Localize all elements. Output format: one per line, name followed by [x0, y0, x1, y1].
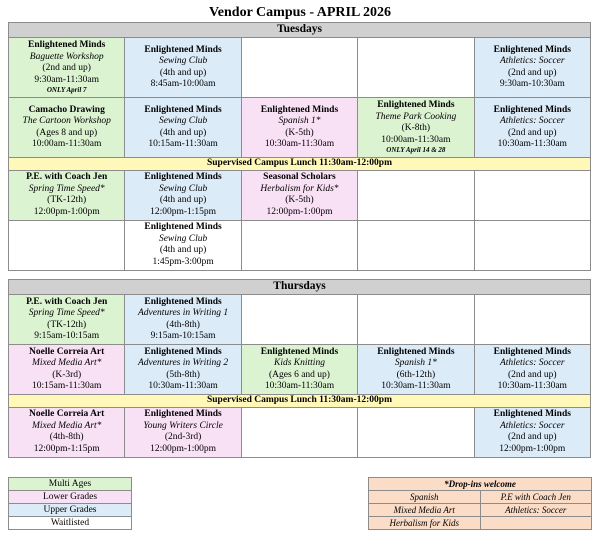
vendor-name: Noelle Correia Art [29, 346, 105, 357]
class-cell[interactable] [474, 407, 590, 457]
class-cell[interactable] [358, 98, 474, 158]
class-time: 10:15am-11:30am [32, 381, 102, 391]
thursday-row-2 [9, 345, 591, 395]
class-title: Baguette Workshop [29, 51, 104, 62]
class-title: Athletics: Soccer [499, 56, 565, 66]
dropin-item [480, 517, 592, 530]
class-cell[interactable] [474, 98, 590, 158]
tuesday-schedule-table [8, 22, 591, 271]
class-time: 10:15am-11:30am [148, 139, 218, 149]
class-ages: (5th-8th) [166, 369, 200, 380]
vendor-name: Enlightened Minds [493, 346, 571, 357]
class-time: 10:30am-11:30am [497, 381, 567, 391]
class-cell[interactable] [358, 345, 474, 395]
class-title: Athletics: Soccer [499, 420, 565, 431]
class-time: 12:00pm-1:00pm [499, 443, 566, 454]
empty-cell [358, 38, 474, 98]
class-cell[interactable] [125, 170, 241, 220]
vendor-name: Seasonal Scholars [263, 172, 336, 182]
class-ages: (4th and up) [159, 195, 207, 205]
class-title: Kids Knitting [274, 358, 325, 368]
legend-waitlisted: Waitlisted [9, 517, 132, 530]
class-time: 9:30am-10:30am [499, 79, 565, 89]
class-time: 1:45pm-3:00pm [152, 256, 214, 267]
class-ages: (TK-12th) [47, 195, 87, 205]
class-cell[interactable] [9, 38, 125, 98]
empty-cell [9, 220, 125, 270]
class-cell[interactable] [125, 220, 241, 270]
class-time: 9:15am-10:15am [150, 331, 216, 341]
vendor-name: Noelle Correia Art [29, 409, 105, 419]
vendor-name: Enlightened Minds [144, 172, 222, 182]
thursday-row-1 [9, 295, 591, 345]
empty-cell [358, 295, 474, 345]
page-title: Vendor Campus - APRIL 2026 [208, 5, 392, 20]
vendor-name: Enlightened Minds [493, 104, 571, 115]
class-title: Adventures in Writing 1 [138, 308, 229, 318]
empty-cell [474, 220, 590, 270]
class-cell[interactable] [241, 345, 357, 395]
class-title: Spanish 1* [394, 358, 437, 368]
class-time: 12:00pm-1:15pm [33, 443, 100, 454]
class-time: 9:15am-10:15am [34, 331, 100, 341]
class-ages: (4th-8th) [49, 432, 84, 442]
vendor-name: Enlightened Minds [28, 40, 106, 50]
class-ages: (2nd and up) [42, 63, 91, 73]
vendor-name: Enlightened Minds [144, 409, 222, 419]
empty-cell [474, 295, 590, 345]
vendor-name: Enlightened Minds [377, 346, 455, 357]
class-time: 12:00pm-1:15pm [150, 206, 217, 217]
class-time: 10:00am-11:30am [381, 134, 451, 145]
class-cell[interactable] [241, 98, 357, 158]
class-title: Adventures in Writing 2 [138, 358, 229, 368]
class-title: Spring Time Speed* [28, 183, 105, 194]
class-ages: (2nd and up) [508, 67, 557, 78]
class-title: Mixed Media Art* [31, 358, 102, 368]
class-time: 10:30am-11:30am [264, 139, 335, 149]
class-cell[interactable] [474, 345, 590, 395]
class-cell[interactable] [9, 407, 125, 457]
lunch-banner: Supervised Campus Lunch 11:30am-12:00pm [9, 395, 591, 408]
empty-cell [241, 407, 357, 457]
class-ages: (2nd-3rd) [164, 432, 202, 442]
class-ages: (4th and up) [159, 67, 207, 78]
legend-upper-grades: Upper Grades [9, 504, 132, 517]
class-cell[interactable] [9, 345, 125, 395]
empty-cell [241, 220, 357, 270]
class-ages: (K-5th) [285, 195, 314, 205]
lunch-banner: Supervised Campus Lunch 11:30am-12:00pm [9, 158, 591, 171]
class-title: Athletics: Soccer [499, 116, 565, 126]
vendor-name: Enlightened Minds [144, 346, 222, 357]
class-ages: (K-3rd) [52, 369, 82, 380]
class-cell[interactable] [474, 38, 590, 98]
class-title: Sewing Club [158, 183, 208, 194]
class-title: The Cartoon Workshop [22, 116, 111, 126]
empty-cell [358, 220, 474, 270]
class-time: 12:00pm-1:00pm [33, 206, 100, 217]
class-time: 10:30am-11:30am [497, 139, 567, 149]
date-note: ONLY April 7 [46, 86, 87, 94]
class-title: Spring Time Speed* [28, 308, 105, 318]
class-ages: (6th-12th) [396, 369, 436, 380]
dropins-table [368, 477, 592, 530]
class-title: Sewing Club [158, 56, 208, 66]
vendor-name: Enlightened Minds [493, 409, 571, 419]
class-time: 10:30am-11:30am [264, 381, 335, 391]
empty-cell [358, 407, 474, 457]
vendor-name: Enlightened Minds [377, 100, 455, 110]
class-ages: (4th and up) [159, 127, 207, 138]
vendor-name: Enlightened Minds [260, 104, 339, 115]
class-title: Mixed Media Art* [31, 420, 102, 431]
class-time: 9:30am-11:30am [34, 74, 99, 85]
vendor-name: Enlightened Minds [144, 104, 222, 115]
legend-lower-grades: Lower Grades [9, 491, 132, 504]
class-cell[interactable] [9, 170, 125, 220]
vendor-name: Enlightened Minds [144, 44, 222, 55]
class-title: Spanish 1* [278, 116, 321, 126]
class-time: 10:00am-11:30am [32, 139, 102, 149]
class-time: 12:00pm-1:00pm [150, 443, 217, 454]
class-cell[interactable] [241, 170, 357, 220]
class-ages: (4th and up) [159, 245, 207, 255]
class-title: Theme Park Cooking [375, 111, 457, 122]
class-ages: (Ages 6 and up) [269, 369, 330, 380]
class-cell[interactable] [9, 98, 125, 158]
class-ages: (2nd and up) [508, 432, 557, 442]
dropin-item: Mixed Media Art [369, 504, 481, 517]
class-title: Athletics: Soccer [499, 358, 565, 368]
class-cell[interactable] [125, 98, 241, 158]
class-ages: (2nd and up) [508, 127, 557, 138]
empty-cell [241, 295, 357, 345]
dropin-item: Athletics: Soccer [480, 504, 592, 517]
empty-cell [358, 170, 474, 220]
vendor-name: P.E. with Coach Jen [26, 172, 108, 182]
date-note: ONLY April 14 & 28 [386, 146, 446, 154]
thursday-header: Thursdays [9, 280, 591, 295]
class-ages: (2nd and up) [508, 369, 557, 380]
class-ages: (TK-12th) [47, 319, 87, 330]
class-time: 12:00pm-1:00pm [266, 206, 333, 217]
dropin-item: Herbalism for Kids [369, 517, 481, 530]
class-ages: (4th-8th) [166, 319, 200, 330]
tuesday-row-2 [9, 98, 591, 158]
class-title: Herbalism for Kids* [260, 183, 339, 194]
class-cell[interactable] [125, 295, 241, 345]
vendor-name: P.E. with Coach Jen [26, 296, 108, 307]
tuesday-header: Tuesdays [9, 23, 591, 38]
tuesday-row-1 [9, 38, 591, 98]
empty-cell [474, 170, 590, 220]
thursday-row-3 [9, 407, 591, 457]
class-cell[interactable] [9, 295, 125, 345]
color-legend [8, 477, 132, 530]
class-title: Sewing Club [158, 116, 208, 126]
legend-multi-ages: Multi Ages [9, 478, 132, 491]
class-ages: (K-5th) [285, 127, 314, 138]
tuesday-row-3 [9, 170, 591, 220]
tuesday-row-4 [9, 220, 591, 270]
vendor-name: Enlightened Minds [493, 44, 571, 55]
class-time: 8:45am-10:00am [150, 79, 216, 89]
vendor-name: Enlightened Minds [144, 222, 222, 232]
class-title: Sewing Club [158, 233, 208, 244]
class-time: 10:30am-11:30am [381, 381, 451, 391]
dropins-header: *Drop-ins welcome [369, 478, 592, 491]
empty-cell [241, 38, 357, 98]
class-title: Young Writers Circle [143, 420, 223, 431]
vendor-name: Enlightened Minds [260, 346, 339, 357]
vendor-name: Camacho Drawing [28, 104, 105, 115]
class-cell[interactable] [125, 38, 241, 98]
dropin-item: P.E with Coach Jen [480, 491, 592, 504]
vendor-name: Enlightened Minds [144, 296, 222, 307]
dropin-item: Spanish [369, 491, 481, 504]
class-cell[interactable] [125, 345, 241, 395]
class-ages: (Ages 8 and up) [36, 127, 98, 138]
class-cell[interactable] [125, 407, 241, 457]
class-ages: (K-8th) [401, 123, 431, 133]
thursday-schedule-table [8, 279, 591, 458]
class-time: 10:30am-11:30am [148, 381, 218, 391]
